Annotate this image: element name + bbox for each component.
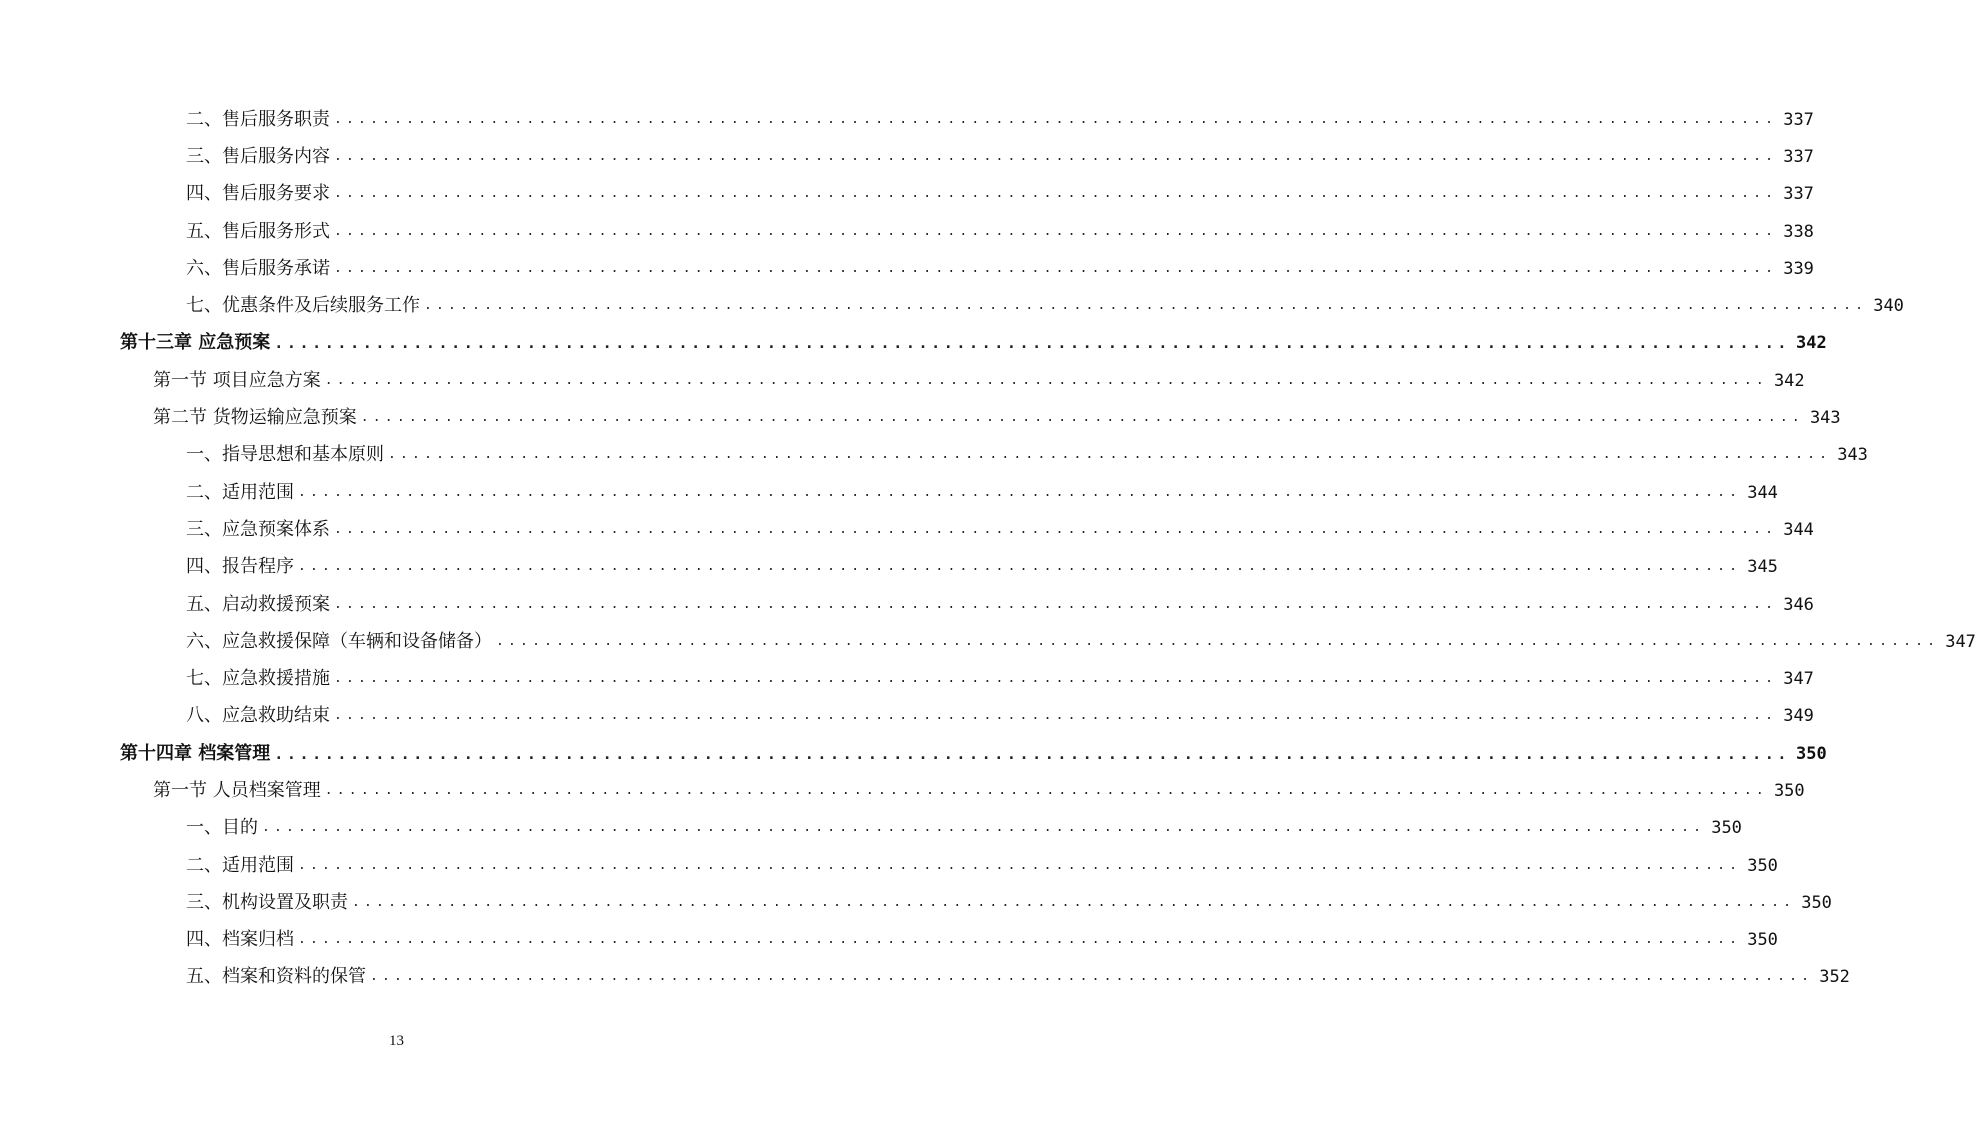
toc-entry-title: 四、报告程序 bbox=[186, 556, 294, 578]
toc-entry-title: 四、档案归档 bbox=[186, 929, 294, 951]
toc-entry-page: 347 bbox=[1783, 669, 1814, 690]
toc-entry-page: 349 bbox=[1783, 706, 1814, 727]
toc-entry-title: 二、适用范围 bbox=[186, 854, 294, 876]
toc-entry[interactable] bbox=[0, 884, 1832, 921]
table-of-contents bbox=[0, 101, 1976, 996]
toc-entry-page: 340 bbox=[1873, 296, 1904, 317]
toc-leader: ........................................................................................................................ bbox=[298, 559, 1742, 575]
toc-entry-page: 346 bbox=[1783, 594, 1814, 615]
toc-leader: ........................................................................................................................ bbox=[262, 820, 1706, 836]
toc-leader: ........................................................................................................................ bbox=[274, 334, 1790, 353]
toc-leader: ........................................................................................................................ bbox=[324, 782, 1768, 798]
toc-leader: ........................................................................................................................ bbox=[324, 372, 1768, 388]
toc-leader: ........................................................................................................................ bbox=[334, 596, 1778, 612]
toc-entry-title: 二、售后服务职责 bbox=[186, 108, 330, 130]
toc-entry-title: 五、档案和资料的保管 bbox=[186, 966, 366, 988]
toc-entry-page: 352 bbox=[1819, 967, 1850, 988]
toc-section-entry[interactable] bbox=[0, 772, 1805, 809]
toc-entry-page: 339 bbox=[1783, 258, 1814, 279]
toc-entry[interactable] bbox=[0, 586, 1814, 623]
toc-leader: ........................................................................................................................ bbox=[334, 148, 1778, 164]
toc-leader: ........................................................................................................................ bbox=[334, 521, 1778, 537]
toc-entry[interactable] bbox=[0, 810, 1742, 847]
toc-entry-title: 一、目的 bbox=[186, 817, 258, 839]
toc-leader: ........................................................................................................................ bbox=[360, 410, 1804, 426]
toc-entry-title: 二、适用范围 bbox=[186, 481, 294, 503]
toc-entry-title: 第二节 货物运输应急预案 bbox=[153, 407, 357, 429]
toc-entry-title: 第十四章 档案管理 bbox=[120, 742, 271, 764]
toc-entry-page: 344 bbox=[1747, 482, 1778, 503]
toc-entry-page: 343 bbox=[1809, 408, 1841, 429]
toc-entry-page: 350 bbox=[1801, 892, 1832, 913]
toc-leader: ........................................................................................................................ bbox=[496, 633, 1940, 649]
toc-entry-title: 五、售后服务形式 bbox=[186, 220, 330, 242]
toc-entry-page: 342 bbox=[1795, 333, 1827, 354]
toc-entry[interactable] bbox=[0, 959, 1850, 996]
toc-entry-page: 343 bbox=[1837, 445, 1868, 466]
toc-entry-page: 350 bbox=[1747, 855, 1778, 876]
toc-entry-page: 344 bbox=[1783, 519, 1814, 540]
toc-entry-title: 六、应急救援保障（车辆和设备储备） bbox=[186, 630, 492, 652]
toc-leader: ........................................................................................................................ bbox=[274, 744, 1790, 763]
toc-entry-page: 337 bbox=[1783, 109, 1814, 130]
toc-leader: ........................................................................................................................ bbox=[334, 708, 1778, 724]
toc-entry[interactable] bbox=[0, 250, 1814, 287]
toc-entry[interactable] bbox=[0, 623, 1976, 660]
toc-entry-page: 338 bbox=[1783, 221, 1814, 242]
toc-leader: ........................................................................................................................ bbox=[298, 932, 1742, 948]
toc-entry-page: 345 bbox=[1747, 557, 1778, 578]
toc-leader: ........................................................................................................................ bbox=[334, 186, 1778, 202]
toc-leader: ........................................................................................................................ bbox=[298, 484, 1742, 500]
toc-entry[interactable] bbox=[0, 847, 1778, 884]
toc-entry[interactable] bbox=[0, 287, 1904, 324]
toc-entry-page: 350 bbox=[1711, 818, 1742, 839]
toc-entry-title: 四、售后服务要求 bbox=[186, 183, 330, 205]
toc-entry-page: 337 bbox=[1783, 184, 1814, 205]
toc-entry[interactable] bbox=[0, 474, 1778, 511]
toc-entry-title: 三、售后服务内容 bbox=[186, 145, 330, 167]
toc-entry-title: 八、应急救助结束 bbox=[186, 705, 330, 727]
toc-entry[interactable] bbox=[0, 138, 1814, 175]
toc-entry[interactable] bbox=[0, 437, 1868, 474]
toc-entry[interactable] bbox=[0, 549, 1778, 586]
toc-entry[interactable] bbox=[0, 698, 1814, 735]
toc-entry-page: 350 bbox=[1747, 930, 1778, 951]
toc-leader: ........................................................................................................................ bbox=[388, 447, 1832, 463]
toc-leader: ........................................................................................................................ bbox=[334, 671, 1778, 687]
toc-leader: ........................................................................................................................ bbox=[334, 111, 1778, 127]
toc-entry-page: 337 bbox=[1783, 146, 1814, 167]
toc-entry-title: 七、应急救援措施 bbox=[186, 668, 330, 690]
toc-leader: ........................................................................................................................ bbox=[334, 260, 1778, 276]
toc-entry-page: 350 bbox=[1773, 780, 1805, 801]
toc-entry-title: 一、指导思想和基本原则 bbox=[186, 444, 384, 466]
toc-entry-title: 第一节 人员档案管理 bbox=[153, 779, 321, 801]
toc-entry-title: 三、机构设置及职责 bbox=[186, 891, 348, 913]
toc-entry-page: 350 bbox=[1795, 743, 1827, 764]
page-number: 13 bbox=[389, 1033, 404, 1049]
toc-entry-title: 五、启动救援预案 bbox=[186, 593, 330, 615]
toc-leader: ........................................................................................................................ bbox=[370, 969, 1814, 985]
toc-entry-title: 三、应急预案体系 bbox=[186, 518, 330, 540]
toc-entry[interactable] bbox=[0, 101, 1814, 138]
toc-leader: ........................................................................................................................ bbox=[424, 298, 1868, 314]
toc-entry[interactable] bbox=[0, 511, 1814, 548]
toc-entry-title: 六、售后服务承诺 bbox=[186, 257, 330, 279]
toc-leader: ........................................................................................................................ bbox=[352, 894, 1796, 910]
toc-entry[interactable] bbox=[0, 922, 1778, 959]
toc-leader: ........................................................................................................................ bbox=[298, 857, 1742, 873]
toc-entry-title: 七、优惠条件及后续服务工作 bbox=[186, 295, 420, 317]
toc-entry[interactable] bbox=[0, 176, 1814, 213]
toc-section-entry[interactable] bbox=[0, 399, 1841, 436]
toc-entry-title: 第十三章 应急预案 bbox=[120, 332, 271, 354]
toc-chapter-entry[interactable] bbox=[0, 735, 1827, 772]
toc-entry-title: 第一节 项目应急方案 bbox=[153, 369, 321, 391]
toc-entry[interactable] bbox=[0, 213, 1814, 250]
toc-chapter-entry[interactable] bbox=[0, 325, 1827, 362]
toc-entry-page: 342 bbox=[1773, 370, 1805, 391]
toc-entry[interactable] bbox=[0, 660, 1814, 697]
toc-leader: ........................................................................................................................ bbox=[334, 223, 1778, 239]
toc-entry-page: 347 bbox=[1945, 631, 1976, 652]
toc-section-entry[interactable] bbox=[0, 362, 1805, 399]
